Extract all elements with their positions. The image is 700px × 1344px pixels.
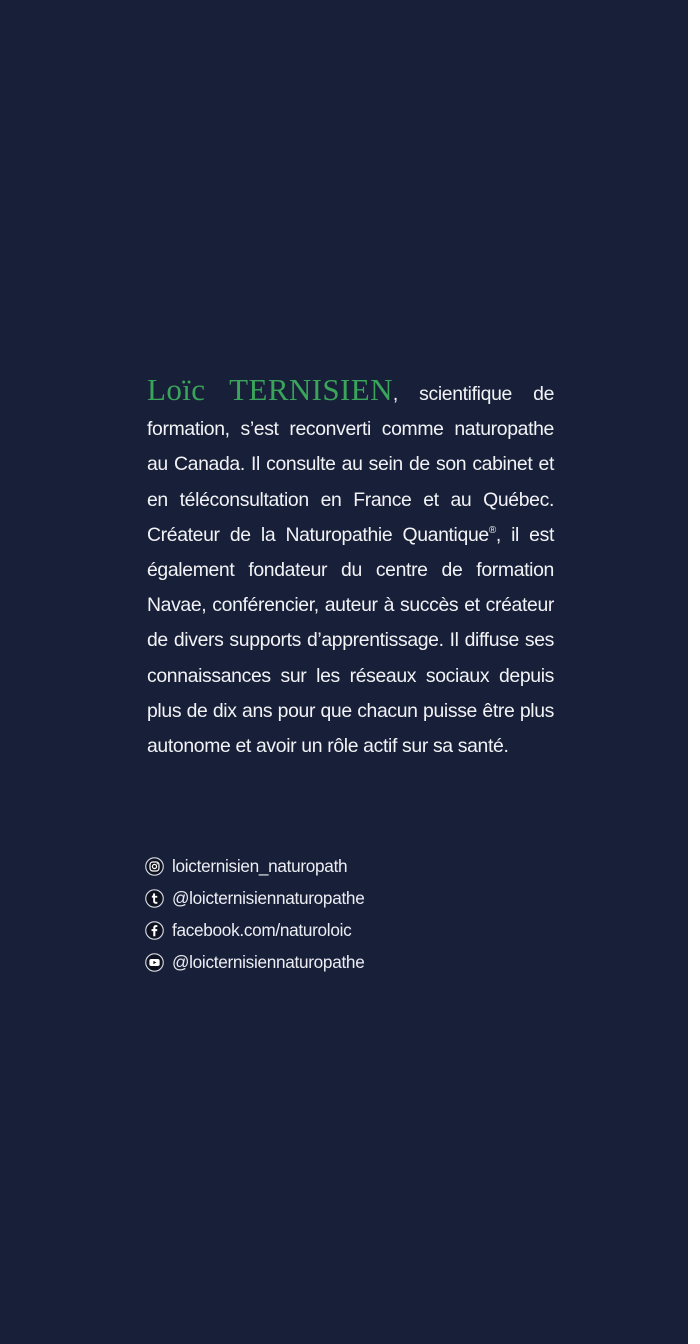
author-name: Loïc TERNISIEN [147,372,393,407]
tumblr-icon [145,889,164,908]
social-label: loicternisien_naturopath [172,855,348,876]
bio-text-intro: , scientifique de formation, s’est reconverti comme naturopathe au Canada. Il consulte au sein de son cabinet et en téléconsultation en France et au Québec. Créateur de la Naturopathie Quantique [147,383,554,546]
social-link-instagram[interactable] [145,850,364,882]
social-links-list [145,850,364,978]
social-link-tumblr[interactable] [145,882,364,914]
social-label: @loicternisiennaturopathe [172,887,365,908]
author-bio [147,372,554,764]
page-edge-strip [688,0,700,1344]
social-label: @loicternisiennaturopathe [172,951,365,972]
facebook-icon [145,921,164,940]
social-link-youtube[interactable] [145,946,364,978]
bio-text-rest: , il est également fondateur du centre de formation Navae, conférencier, auteur à succès et créateur de divers supports d’apprentissage. Il diffuse ses connaissances sur les réseaux sociaux depuis plus de dix ans pour que chacun puisse être plus autonome et avoir un rôle actif sur sa santé. [147,523,554,758]
social-link-facebook[interactable] [145,914,364,946]
registered-trademark: ® [488,524,496,536]
youtube-icon [145,953,164,972]
social-label: facebook.com/naturoloic [172,919,352,940]
instagram-icon [145,857,164,876]
